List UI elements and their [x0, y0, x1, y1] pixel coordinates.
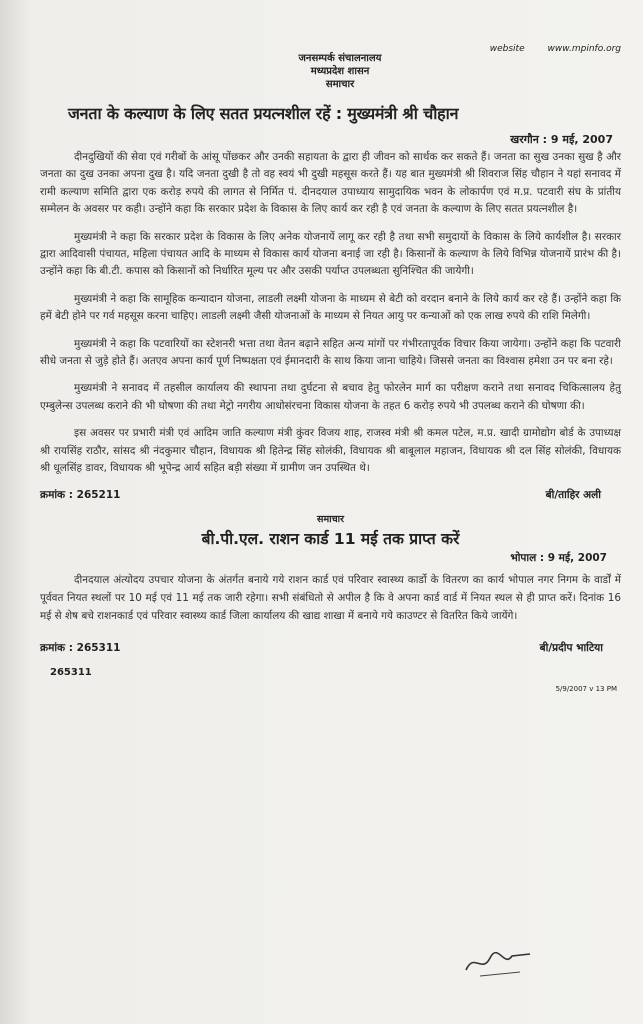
website-line: [470, 44, 621, 54]
story2-paragraph: दीनदयाल अंत्योदय उपचार योजना के अंतर्गत बनाये गये राशन कार्ड एवं परिवार स्वास्थ्य कार्डो के वितरण का कार्य भोपाल नगर निगम के वार्डों में पूर्ववत नियत स्थलों पर 10 मई एवं 11 मई तक जारी रहेगा। सभी संबंधितो से अपील है कि वे अपना कार्ड वार्ड में नियत स्थल से ही प्राप्त करें। दिनांक 16 मई से शेष बचे राशनकार्ड एवं परिवार स्वास्थ्य कार्ड जिला कार्यालय की खाद्य शाखा में बनाये गये काउण्टर से वितरित किये जायेंगे।: [40, 573, 621, 622]
release-type: समाचार: [325, 79, 355, 90]
story2-number: क्रमांक : 265311: [40, 641, 121, 654]
website-url: www.mpinfo.org: [547, 44, 621, 54]
story1-paragraph: मुख्यमंत्री ने कहा कि पटवारियों का स्टेशनरी भत्ता तथा वेतन बढ़ाने सहित अन्य मांगों पर गंभीरतापूर्वक विचार किया जायेगा। उन्होंने कहा कि पटवारी सीधे जनता से जुड़े होते हैं। अतएव अपना कार्य पूर्ण निष्पक्षता एवं ईमानदारी के साथ किया जाना चाहिये। जिससे जनता का विश्वास हमेशा उन पर बना रहे।: [40, 337, 621, 368]
story1-paragraph: मुख्यमंत्री ने कहा कि सरकार प्रदेश के विकास के लिए अनेक योजनायें लागू कर रही है तथा सभी समुदायों के विकास के लिये कार्यशील है। सरकार द्वारा आदिवासी पंचायत, महिला पंचायत आदि के माध्यम से विकास कार्य योजना बनाई जा रही है। किसानों के कल्याण के लिये विभिन्न योजनायें प्रारंभ की है। उन्होंने कहा कि बी.टी. कपास को किसानों को निर्धारित मूल्य पर और उसकी पर्याप्त उपलब्धता सुनिश्चित की जायेगी।: [40, 230, 621, 278]
story1-dateline: खरगौन : 9 मई, 2007: [510, 133, 613, 146]
story2-timestamp: 5/9/2007 v 13 PM: [555, 684, 617, 693]
story1-body: [40, 149, 621, 478]
story2-label: समाचार: [317, 513, 344, 525]
government-name: मध्यप्रदेश शासन: [310, 66, 370, 77]
story1-headline: जनता के कल्याण के लिए सतत प्रयत्नशील रहें : मुख्यमंत्री श्री चौहान: [68, 104, 459, 123]
story1-number: क्रमांक : 265211: [40, 488, 121, 501]
department-name: जनसम्पर्क संचालनालय: [298, 53, 382, 64]
story1-footer: [40, 488, 621, 508]
story2-footer: [40, 641, 621, 711]
story1-paragraph: मुख्यमंत्री ने कहा कि सामूहिक कन्यादान योजना, लाडली लक्ष्मी योजना के माध्यम से बेटी को वरदान बनाने के लिये कार्य कर रहे हैं। उन्होंने कहा कि हमें बेटी होने पर गर्व महसूस करना चाहिए। लाडली लक्ष्मी जैसी योजनाओं के माध्यम से नियत आयु पर कन्याओं को एक लाख रुपये की राशि मिलेगी।: [40, 292, 621, 323]
story2-dateline: भोपाल : 9 मई, 2007: [510, 551, 607, 564]
story1-paragraph: इस अवसर पर प्रभारी मंत्री एवं आदिम जाति कल्याण मंत्री कुंवर विजय शाह, राजस्व मंत्री श्री कमल पटेल, म.प्र. खादी ग्रामोद्योग बोर्ड के उपाध्यक्ष श्री रायसिंह राठौर, सांसद श्री नंदकुमार चौहान, विधायक श्री हितेन्द्र सिंह सोलंकी, विधायक श्री बाबूलाल महाजन, विधायक श्री दल सिंह सोलंकी, विधायक श्री धूलसिंह डावर, विधायक श्री भूपेन्द्र आर्य सहित बड़ी संख्या में ग्रामीण जन उपस्थित थे।: [40, 427, 621, 475]
story2-handwritten-number: 265311: [50, 666, 92, 678]
story1-paragraph: मुख्यमंत्री ने सनावद में तहसील कार्यालय की स्थापना तथा दुर्घटना से बचाव हेतु फोरलेन मार्ग का परीक्षण कराने तथा सनावद चिकित्सालय हेतु एम्बुलेन्स उपलब्ध कराने की भी घोषणा की तथा मेट्रो नगरीय आधोसंरचना विकास योजना के तहत 6 करोड़ रुपये भी उपलब्ध कराने की घोषणा की।: [40, 382, 621, 412]
letterhead: [40, 44, 621, 102]
website-label: website: [489, 44, 525, 54]
story2-signature: बी/प्रदीप भाटिया: [539, 641, 603, 654]
department-block: [240, 52, 440, 91]
story1-paragraph: दीनदुखियों की सेवा एवं गरीबों के आंसू पोंछकर और उनकी सहायता के द्वारा ही जीवन को सार्थक कर सकते हैं। जनता का सुख उनका सुख है और जनता का दुख उनका अपना दुख है। यदि जनता दुखी है तो वह स्वयं भी दुखी महसूस करते हैं। यह बात मुख्यमंत्री श्री शिवराज सिंह चौहान ने यहां सनावद में रामी कल्याण समिति द्वारा एक करोड़ रुपये की लागत से निर्मित पं. दीनदयाल उपाध्याय सामुदायिक भवन के लोकार्पण एवं म.प्र. पटवारी संघ के प्रांतीय सम्मेलन के अवसर पर कही। उन्होंने कहा कि सरकार प्रदेश के विकास के लिए कार्य कर रही है एवं जनता के कल्याण के लिए सतत प्रयत्नशील है।: [40, 151, 621, 216]
story2-headline: बी.पी.एल. राशन कार्ड 11 मई तक प्राप्त करें: [201, 529, 460, 548]
story1-signature: बी/ताहिर अली: [545, 488, 601, 501]
handwritten-signature-icon: [460, 942, 540, 982]
